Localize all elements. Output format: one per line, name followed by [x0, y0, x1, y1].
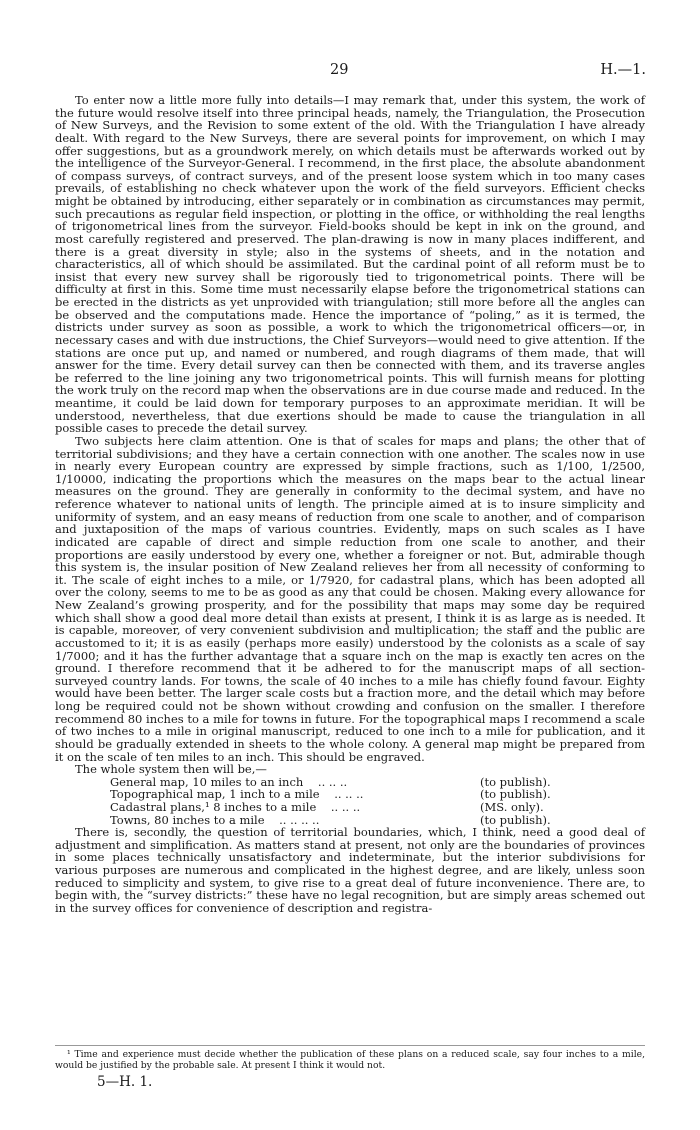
list-item-label: Towns, 80 inches to a mile .. .. .. .. — [110, 812, 320, 827]
list-item-note: (to publish). — [480, 774, 551, 789]
footnote-divider — [55, 1045, 645, 1046]
system-list — [55, 776, 645, 826]
paragraph-boundaries: There is, secondly, the question of territorial boundaries, which, I think, need a good deal of adjustment and simplification. As matters stand at present, not only are the boundaries of provinces in some places technically unsatisfactory and indeterminate, but the interior subdivisions for various purposes are numerous and complicated in the highest degree, and are likely, unless soon reduced to simplicity and system, to give rise to a great deal of future inconvenience. There are, to begin with, the “survey districts:” these have no legal recognition, but are simply areas schemed out in the survey offices for convenience of description and registra- — [55, 825, 645, 915]
body-text — [55, 94, 645, 915]
list-item-label: Cadastral plans,¹ 8 inches to a mile .. .. .. — [110, 799, 361, 814]
document-reference: H.—1. — [600, 62, 646, 78]
signature-mark: 5—H. 1. — [97, 1074, 153, 1090]
paragraph-system-intro: The whole system then will be,— — [75, 762, 267, 777]
paragraph-scales: Two subjects here claim attention. One is that of scales for maps and plans; the other that of territorial subdivisions; and they have a certain connection with one another. The scales now in use in nearly every European country are expressed by simple fractions, such as 1/100, 1/2500, 1/10000, indicating the proportions which the measures on the maps bear to the actual linear measures on the ground. They are generally in conformity to the decimal system, and have no reference whatever to national units of length. The principle aimed at is to insure simplicity and uniformity of system, and an easy means of reduction from one scale to another, and of comparison and juxtaposition of the maps of various countries. Evidently, maps on such scales as I have indicated are capable of direct and simple reduction from one scale to another, and their proportions are easily understood by every one, whether a foreigner or not. But, admirable though this system is, the insular position of New Zealand relieves her from all necessity of conforming to it. The scale of eight inches to a mile, or 1/7920, for cadastral plans, which has been adopted all over the colony, seems to me to be as good as any that could be chosen. Making every allowance for New Zealand’s growing prosperity, and for the possibility that maps may some day be required which shall show a good deal more detail than exists at present, I think it is as large as is needed. It is capable, moreover, of very convenient subdivision and multiplication; the staff and the public are accustomed to it; it is as easily (perhaps more easily) understood by the colonists as a scale of say 1/7000; and it has the further advantage that a square inch on the map is exactly ten acres on the ground. I therefore recommend that it be adhered to for the manuscript maps of all section-surveyed country lands. For towns, the scale of 40 inches to a mile has chiefly found favour. Eighty would have been better. The larger scale costs but a fraction more, and the detail which may before long be required could not be shown without crowding and confusion on the smaller. I therefore recommend 80 inches to a mile for towns in future. For the topographical maps I recommend a scale of two inches to a mile in original manuscript, reduced to one inch to a mile for publication, and it should be gradually extended in sheets to the whole colony. A general map might be prepared from it on the scale of ten miles to an inch. This should be engraved. — [55, 433, 645, 764]
list-item-label: Topographical map, 1 inch to a mile .. .. .. — [110, 787, 364, 802]
list-item-note: (to publish). — [480, 812, 551, 827]
page-header — [0, 62, 700, 82]
page-number: 29 — [330, 62, 349, 78]
list-item-note: (MS. only). — [480, 799, 544, 814]
list-item-label: General map, 10 miles to an inch .. .. .. — [110, 774, 348, 789]
footnote: ¹ Time and experience must decide whether the publication of these plans on a reduced scale, say four inches to a mile, would be justified by the probable sale. At present I think it would not. — [55, 1049, 645, 1071]
paragraph-details: To enter now a little more fully into details—I may remark that, under this system, the work of the future would resolve itself into three principal heads, namely, the Triangulation, the Prosecution of New Surveys, and the Revision to some extent of the old. With the Triangulation I have already dealt. With regard to the New Surveys, there are several points for improvement, on which I may offer suggestions, but as a groundwork merely, on which details must be afterwards worked out by the intelligence of the Surveyor-General. I recommend, in the first place, the absolute abandonment of compass surveys, of contract surveys, and of the present loose system which in too many cases prevails, of establishing no check whatever upon the work of the field surveyors. Efficient checks might be obtained by introducing, either separately or in combination as circumstances may permit, such precautions as regular field inspection, or plotting in the office, or withholding the real lengths of trigonometrical lines from the surveyor. Field-books should be kept in ink on the ground, and most carefully registered and preserved. The plan-drawing is now in many places indifferent, and there is a great diversity in style; also in the systems of sheets, and in the notation and characteristics, all of which should be assimilated. But the cardinal point of all reform must be to insist that every new survey shall be rigorously tied to trigonometrical points. There will be difficulty at first in this. Some time must necessarily elapse before the trigonometrical stations can be erected in the districts as yet unprovided with triangulation; still more before all the angles can be observed and the computations made. Hence the importance of “poling,” as it is termed, the districts under survey as soon as possible, a work to which the trigonometrical officers—or, in necessary cases and with due instructions, the Chief Surveyors—would need to give attention. If the stations are once put up, and named or numbered, and rough diagrams of them made, that will answer for the time. Every detail survey can then be connected with them, and its traverse angles be referred to the line joining any two trigonometrical points. This will furnish means for plotting the work truly on the record map when the observations are in due course made and reduced. In the meantime, it could be laid down for temporary purposes to an approximate meridian. It will be understood, nevertheless, that due exertions should be made to cause the triangulation in all possible cases to precede the detail survey. — [55, 93, 645, 436]
list-item-note: (to publish). — [480, 787, 551, 802]
